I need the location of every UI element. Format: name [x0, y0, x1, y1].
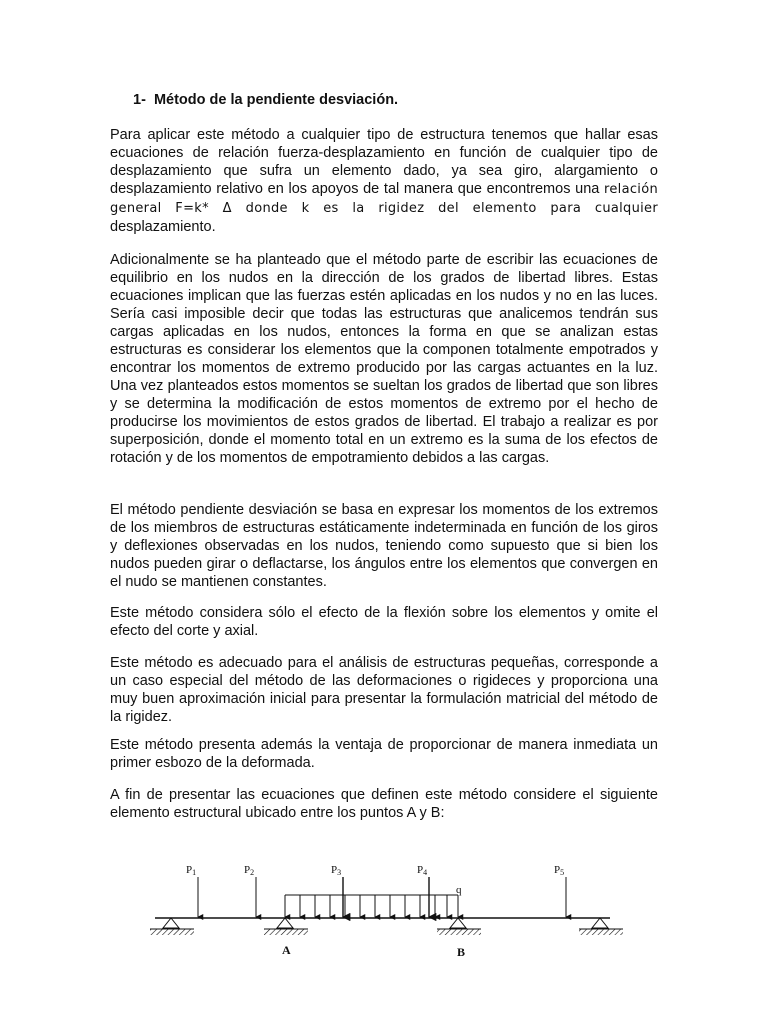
label-p2: P2 — [244, 864, 255, 877]
formula-text: relación general F=k* Δ donde k es la rigidez del elemento para cualquier — [110, 182, 659, 216]
label-p1: P1 — [186, 864, 197, 877]
beam-diagram — [140, 855, 640, 965]
label-p3: P3 — [331, 864, 342, 877]
paragraph-method-basis: El método pendiente desviación se basa en expresar los momentos de los extremos de los miembros de estructuras estáticamente indeterminada en función de los giros y deflexiones observadas en los nudos, teniendo como supuesto que si bien los nudos pueden girar o deflactarse, los ángulos entre los elementos que convergen en el nudo se mantienen constantes. — [110, 502, 658, 590]
paragraph-advantage: Este método presenta además la ventaja de proporcionar de manera inmediata un primer esbozo de la deformada. — [110, 737, 658, 771]
support-a — [264, 918, 308, 935]
label-q: q — [456, 884, 462, 896]
paragraph-flexion: Este método considera sólo el efecto de la flexión sobre los elementos y omite el efecto del corte y axial. — [110, 605, 658, 639]
label-p5: P5 — [554, 864, 565, 877]
paragraph-equilibrium: Adicionalmente se ha planteado que el método parte de escribir las ecuaciones de equilibrio en los nudos en la dirección de los grados de libertad libres. Estas ecuaciones implican que las fuerzas estén aplicadas en los nudos y no en las luces. Sería casi imposible decir que todas las estructuras que analicemos tendrán sus cargas aplicadas en los nudos, entonces la forma en que se analizan estas estructuras es considerar los elementos que la componen totalmente empotrados y encontrar los momentos de extremo producido por las cargas actuantes en la luz. Una vez planteados estos momentos se sueltan los grados de libertad que son libres y se determina la modificación de estos momentos de extremo por el hecho de producirse los movimientos de estos grados de libertad. El trabajo a realizar es por superposición, donde el momento total en un extremo es la suma de los efectos de rotación y de los momentos de empotramiento debidos a las cargas. — [110, 252, 658, 466]
label-a: A — [282, 943, 291, 957]
paragraph-intro — [110, 126, 658, 236]
paragraph-intro-end: desplazamiento. — [110, 219, 216, 235]
label-p4: P4 — [417, 864, 428, 877]
paragraph-suitability: Este método es adecuado para el análisis de estructuras pequeñas, corresponde a un caso especial del método de las deformaciones o rigideces y proporciona una muy buen aproximación inicial para presentar la formulación matricial del método de la rigidez. — [110, 655, 658, 725]
support-right — [579, 918, 623, 935]
label-b: B — [457, 945, 466, 959]
section-heading: 1- Método de la pendiente desviación. — [133, 92, 399, 108]
support-b — [437, 918, 481, 935]
support-left — [150, 918, 194, 935]
paragraph-intro-text: Para aplicar este método a cualquier tipo de estructura tenemos que hallar esas ecuaciones de relación fuerza-desplazamiento en función de cualquier tipo de desplazamiento que sufra un elemento dado, ya sea giro, alargamiento o desplazamiento relativo en los apoyos de tal manera que encontremos una — [110, 127, 658, 197]
paragraph-figure-intro: A fin de presentar las ecuaciones que definen este método considere el siguiente elemento estructural ubicado entre los puntos A y B: — [110, 787, 658, 821]
distributed-load — [285, 895, 458, 917]
